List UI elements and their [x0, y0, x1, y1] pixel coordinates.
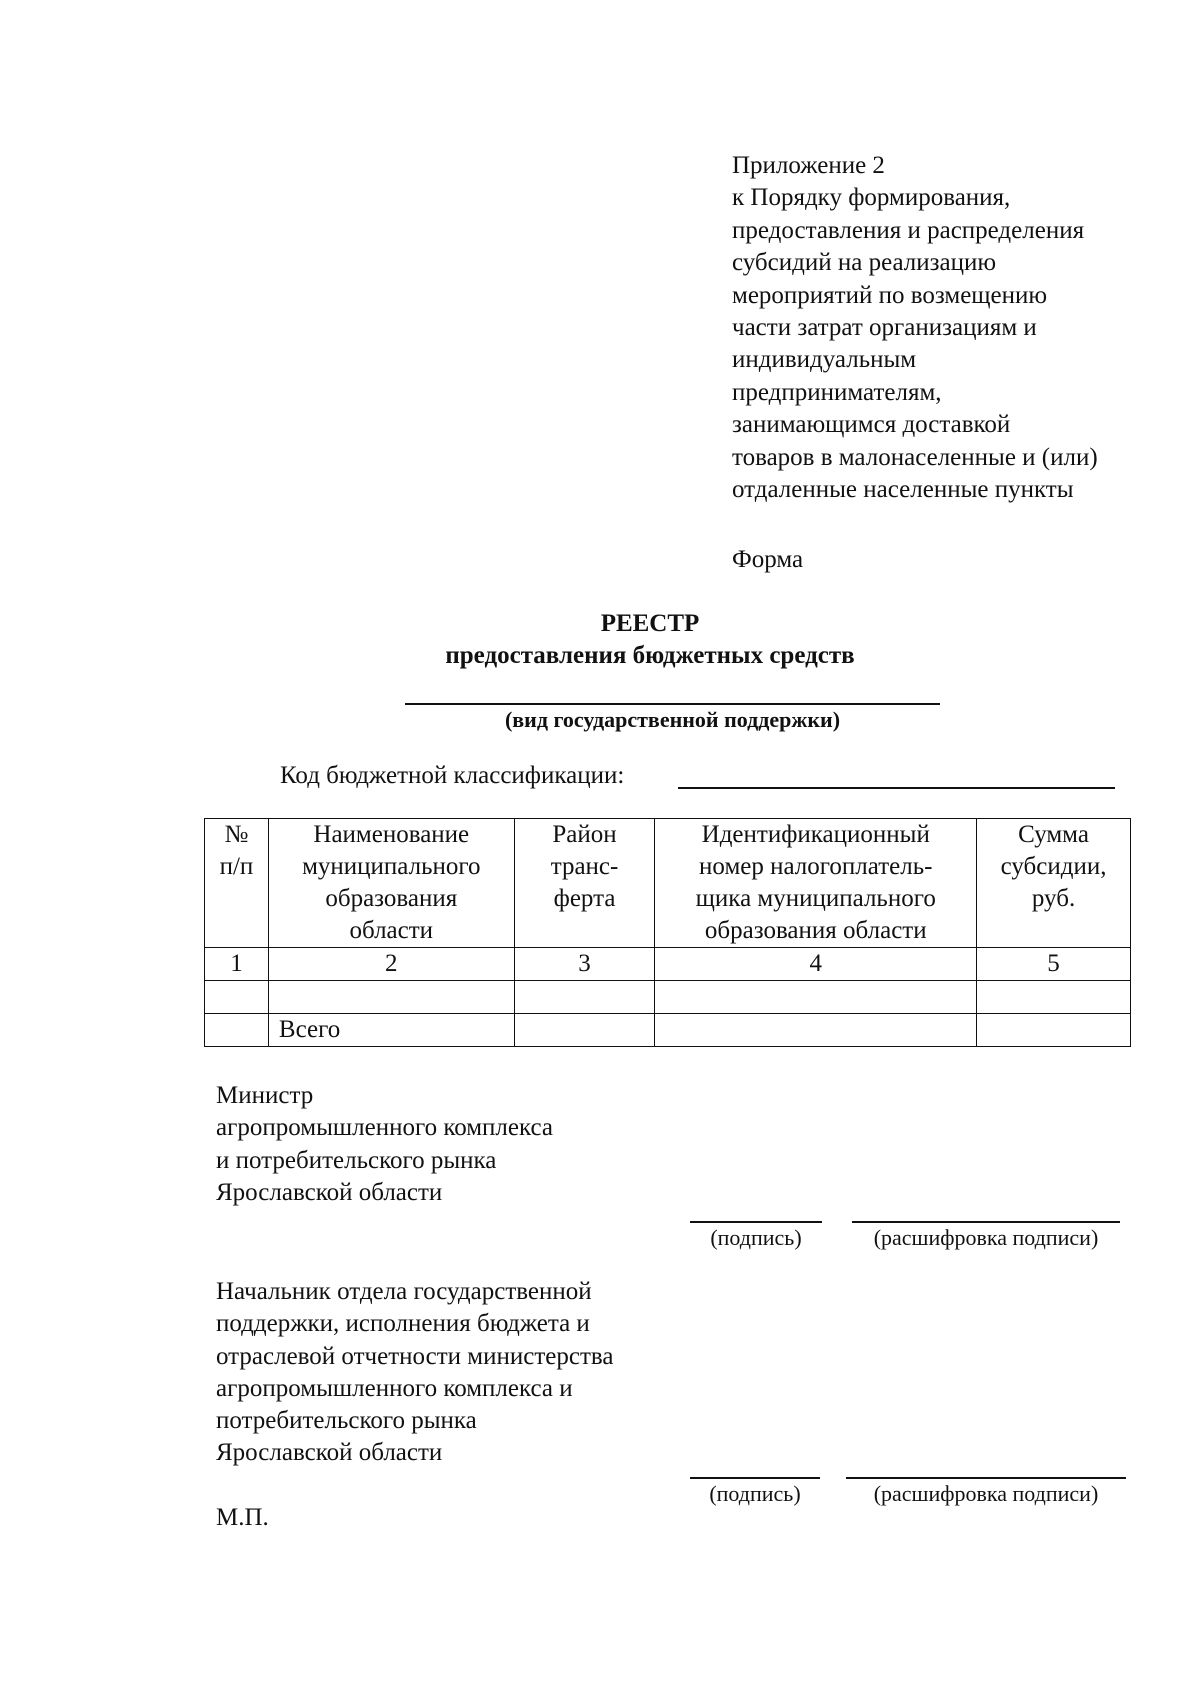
support-type-caption: (вид государственной поддержки) — [504, 707, 841, 732]
table-cell — [655, 1014, 977, 1047]
signatory-line: Ярославской области — [216, 1178, 443, 1206]
table-cell — [977, 1014, 1131, 1047]
table-row — [205, 981, 1131, 1014]
signatory-minister — [216, 1080, 553, 1209]
appendix-line: предоставления и распределения — [732, 216, 1085, 244]
appendix-line: Приложение 2 — [732, 152, 885, 179]
appendix-line: субсидий на реализацию — [732, 249, 997, 277]
appendix-line: занимающимся доставкой — [732, 411, 1011, 439]
budget-code-label: Код бюджетной классификации: — [280, 762, 625, 789]
appendix-line: части затрат организациям и — [732, 314, 1037, 342]
signature-blank — [690, 1221, 822, 1223]
header-cell-subsidy-sum: Сумма субсидии, руб. — [977, 819, 1131, 948]
signature-caption: (подпись) — [710, 1225, 802, 1250]
column-number: 4 — [655, 948, 977, 981]
signature-caption: (подпись) — [709, 1481, 801, 1506]
column-number: 1 — [205, 948, 269, 981]
signature-blank — [690, 1477, 820, 1479]
column-number-row — [205, 948, 1131, 981]
header-cell-district: Район транс- ферта — [514, 819, 655, 948]
table-cell — [514, 981, 655, 1014]
column-number: 3 — [514, 948, 655, 981]
document-title: РЕЕСТР — [600, 610, 700, 637]
column-number: 2 — [268, 948, 514, 981]
table-cell — [205, 981, 269, 1014]
header-cell-taxpayer-id: Идентификационный номер налогоплатель- щика муниципального образования области — [655, 819, 977, 948]
signatory-line: агропромышленного комплекса — [216, 1114, 554, 1142]
table-cell — [268, 981, 514, 1014]
signatory-line: поддержки, исполнения бюджета и — [216, 1310, 590, 1338]
appendix-line: индивидуальным — [732, 346, 917, 374]
stamp-label: М.П. — [216, 1504, 269, 1531]
appendix-line: товаров в малонаселенные и (или) — [732, 443, 1098, 471]
appendix-line: к Порядку формирования, — [732, 184, 1011, 212]
table-cell — [514, 1014, 655, 1047]
signatory-line: потребительского рынка — [216, 1407, 477, 1435]
form-label: Форма — [732, 546, 804, 573]
signatory-line: отраслевой отчетности министерства — [216, 1342, 614, 1370]
table-header-row — [205, 819, 1131, 948]
signatory-line: и потребительского рынка — [216, 1146, 497, 1174]
table-cell — [655, 981, 977, 1014]
registry-table — [204, 818, 1131, 1047]
signatory-line: Министр — [216, 1082, 314, 1109]
signatory-line: агропромышленного комплекса и — [216, 1374, 573, 1402]
appendix-line: отдаленные населенные пункты — [732, 476, 1074, 504]
signatory-line: Начальник отдела государственной — [216, 1278, 592, 1305]
column-number: 5 — [977, 948, 1131, 981]
appendix-block — [732, 150, 1172, 506]
signatory-line: Ярославской области — [216, 1439, 443, 1467]
table-cell — [205, 1014, 269, 1047]
signature-decode-caption: (расшифровка подписи) — [873, 1225, 1099, 1250]
total-label: Всего — [268, 1014, 514, 1047]
total-row — [205, 1014, 1131, 1047]
document-subtitle: предоставления бюджетных средств — [445, 642, 855, 669]
signature-decode-blank — [852, 1221, 1120, 1223]
signature-decode-caption: (расшифровка подписи) — [873, 1481, 1099, 1506]
signature-decode-blank — [846, 1477, 1126, 1479]
budget-code-blank — [678, 787, 1115, 789]
header-cell-number: № п/п — [205, 819, 269, 948]
appendix-line: предпринимателям, — [732, 378, 942, 406]
signatory-department-head — [216, 1276, 613, 1470]
table-cell — [977, 981, 1131, 1014]
appendix-line: мероприятий по возмещению — [732, 281, 1048, 309]
header-cell-municipality: Наименование муниципального образования области — [268, 819, 514, 948]
